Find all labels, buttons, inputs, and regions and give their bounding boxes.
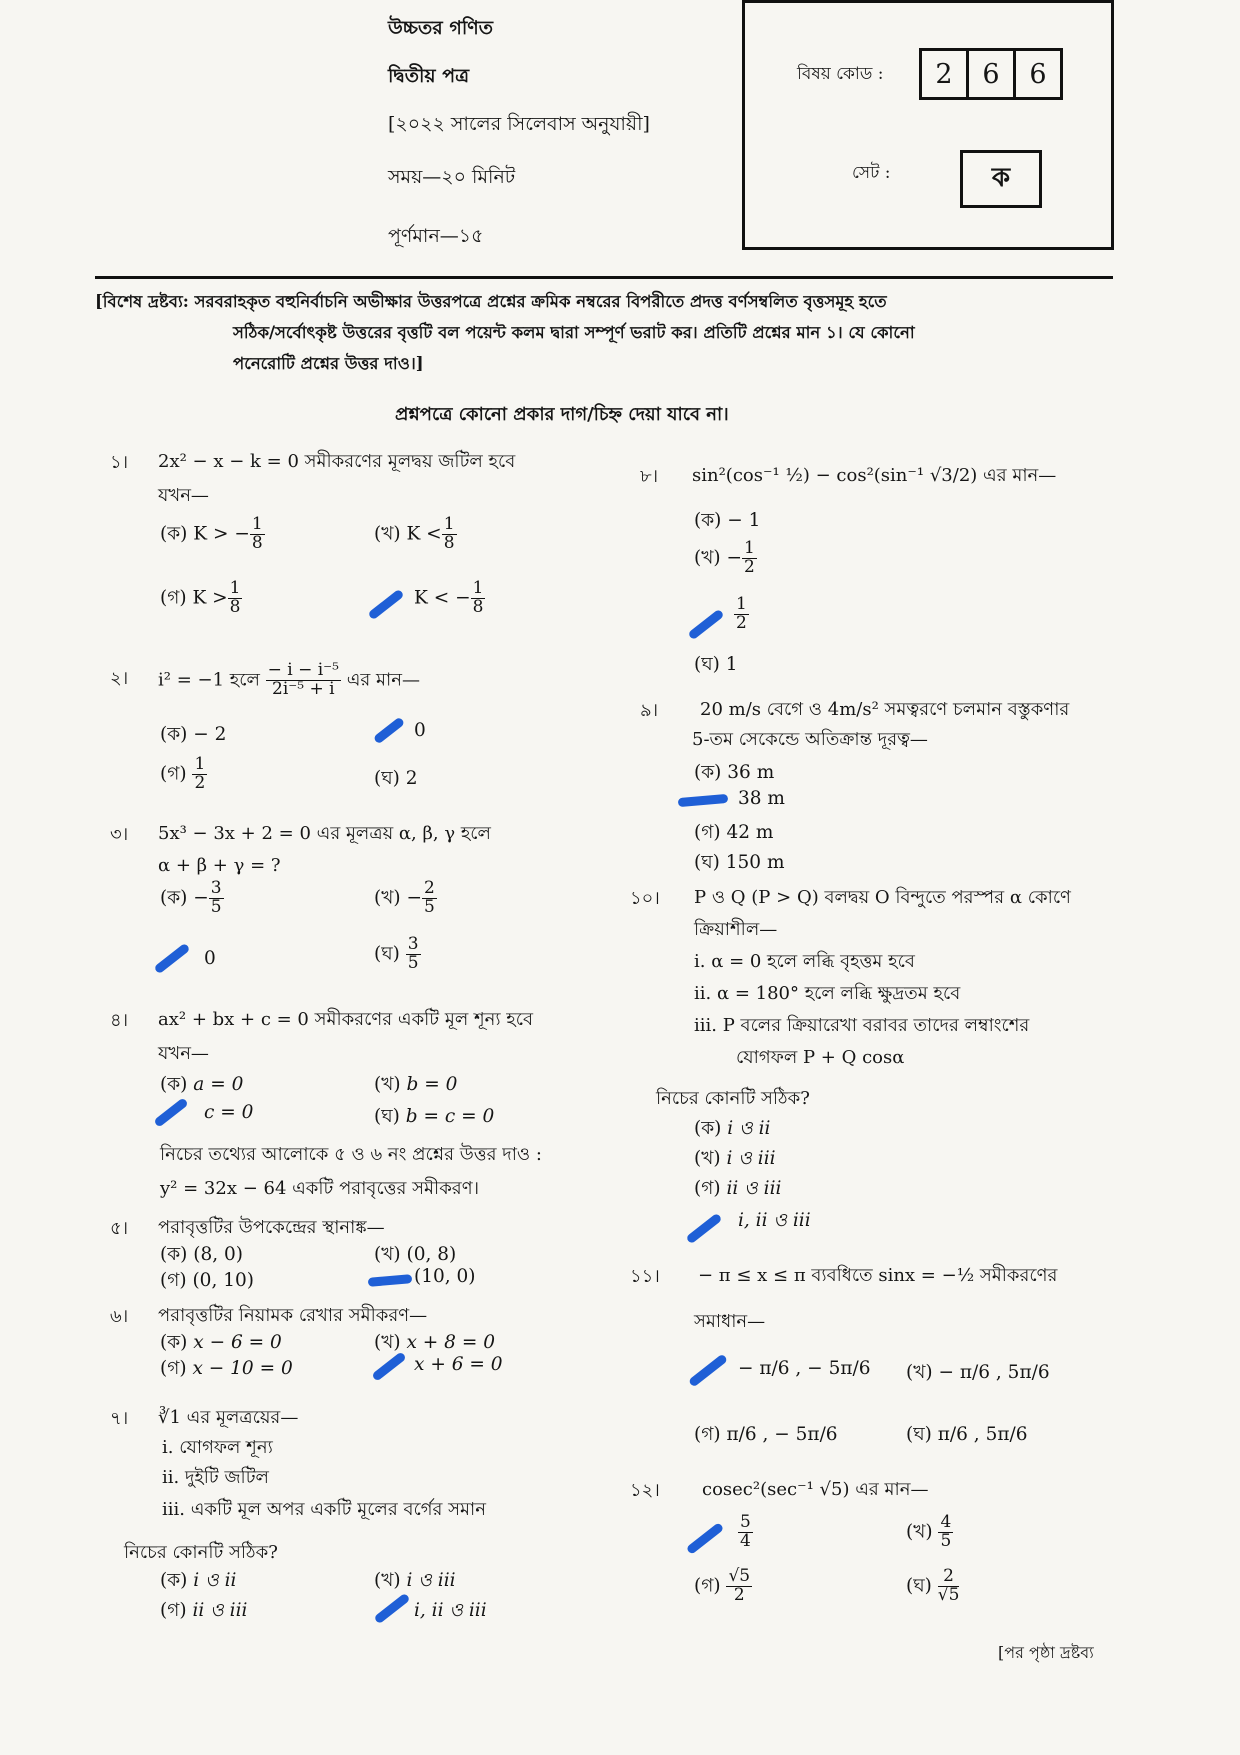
option-a[interactable] xyxy=(694,506,760,537)
code-digit: 6 xyxy=(966,48,1016,100)
option-a[interactable] xyxy=(160,720,226,751)
question-text: − π ≤ x ≤ π ব্যবধিতে sinx = −½ সমীকরণের xyxy=(698,1265,1058,1286)
answer-tick-mark xyxy=(687,609,724,641)
option-label: (গ) xyxy=(160,1358,187,1379)
instruction-line: সঠিক/সর্বোৎকৃষ্ট উত্তরের বৃত্তটি বল পয়েন্ট কলম দ্বারা সম্পূর্ণ ভরাট কর। প্রতিটি প্রশ্নের মান ১। যে কোনো xyxy=(233,323,915,342)
option-label: (ঘ) xyxy=(906,1424,932,1445)
fraction: $\frac{1}{2}$ xyxy=(194,754,206,793)
option-label: (ক) xyxy=(160,1074,188,1095)
question-number: ১২। xyxy=(630,1480,660,1501)
option-label: (খ) xyxy=(374,523,401,545)
option-label: (খ) xyxy=(374,1332,401,1353)
option-b[interactable]: (খ) − $\frac{2}{5}$ xyxy=(374,878,435,917)
option-d[interactable] xyxy=(414,1596,487,1627)
statement-ii: ii. α = 180° হলে লব্ধি ক্ষুদ্রতম হবে xyxy=(694,983,961,1004)
option-d[interactable] xyxy=(374,1102,494,1133)
fraction: $\frac{√5}{2}$ xyxy=(728,1566,751,1605)
which-correct: নিচের কোনটি সঠিক? xyxy=(656,1088,810,1109)
option-value: K < xyxy=(406,523,442,545)
option-c[interactable] xyxy=(204,948,216,969)
option-value: i ও ii xyxy=(727,1118,771,1139)
fraction: $\frac{3}{5}$ xyxy=(407,934,419,973)
option-d[interactable] xyxy=(414,1354,503,1375)
option-label: (ক) xyxy=(160,724,188,745)
option-d[interactable] xyxy=(374,764,418,795)
option-a[interactable] xyxy=(160,1566,236,1597)
option-c[interactable] xyxy=(694,1420,838,1451)
option-c[interactable] xyxy=(694,1568,752,1605)
option-value: K > − xyxy=(193,523,250,545)
option-b[interactable] xyxy=(374,1566,456,1597)
option-label: (ঘ) xyxy=(374,1106,400,1127)
statement-iii-cont: যোগফল P + Q cosα xyxy=(736,1047,905,1068)
no-marks-warning: প্রশ্নপত্রে কোনো প্রকার দাগ/চিহ্ন দেয়া যাবে না। xyxy=(395,404,729,425)
option-label: (ক) xyxy=(160,1332,188,1353)
option-b[interactable] xyxy=(694,1144,776,1175)
question-number: ২। xyxy=(110,668,129,689)
option-c[interactable] xyxy=(694,818,773,849)
question-number: ৯। xyxy=(640,700,659,721)
fraction: $\frac{1}{8}$ xyxy=(472,578,484,617)
option-value: K > xyxy=(192,587,228,609)
option-value: i, ii ও iii xyxy=(414,1600,487,1621)
option-label: (খ) xyxy=(374,1074,401,1095)
question-text: 2x² − x − k = 0 সমীকরণের মূলদ্বয় জটিল হবে xyxy=(158,451,516,472)
option-value: − 2 xyxy=(193,724,227,745)
question-text: 20 m/s বেগে ও 4m/s² সমত্বরণে চলমান বস্তুকণার xyxy=(700,699,1070,720)
option-label: (ঘ) xyxy=(906,1575,932,1597)
option-value: 38 m xyxy=(738,788,785,809)
fraction: $\frac{5}{4}$ xyxy=(740,1512,751,1551)
option-value: (0, 10) xyxy=(192,1270,254,1291)
option-label: (খ) xyxy=(694,1148,721,1169)
option-value: c = 0 xyxy=(204,1102,254,1123)
answer-tick-mark xyxy=(368,1274,413,1287)
option-label: (খ) xyxy=(906,1521,933,1543)
set-label: সেট : xyxy=(852,163,891,183)
question-text: ∛1 এর মূলত্রয়ের— xyxy=(158,1407,299,1428)
option-label: (ক) xyxy=(160,1244,188,1265)
option-label: (ঘ) xyxy=(374,768,400,789)
question-text: P ও Q (P > Q) বলদ্বয় O বিন্দুতে পরস্পর α কোণে xyxy=(694,887,1071,908)
fraction: $\frac{2}{√5}$ xyxy=(937,1566,960,1605)
option-value: b = 0 xyxy=(406,1074,458,1095)
option-value: (8, 0) xyxy=(193,1244,244,1265)
question-text: এর মান— xyxy=(346,669,420,691)
option-b[interactable]: (খ) − $\frac{1}{2}$ xyxy=(694,538,755,577)
option-value: a = 0 xyxy=(193,1074,244,1095)
option-c[interactable] xyxy=(694,1174,781,1205)
option-a[interactable] xyxy=(160,516,265,553)
option-value: (10, 0) xyxy=(414,1266,476,1287)
option-b[interactable] xyxy=(374,1070,457,1101)
option-label: (খ) xyxy=(374,1244,401,1265)
option-label: (ক) xyxy=(694,762,722,783)
option-label: (ঘ) xyxy=(694,852,720,873)
option-label: (ক) xyxy=(694,510,722,531)
passage-text: y² = 32x − 64 একটি পরাবৃত্তের সমীকরণ। xyxy=(160,1178,480,1199)
code-digit: 2 xyxy=(919,48,969,100)
option-value: 42 m xyxy=(726,822,774,843)
question-text: ax² + bx + c = 0 সমীকরণের একটি মূল শূন্য হবে xyxy=(158,1009,534,1030)
answer-tick-mark xyxy=(678,794,729,807)
code-box xyxy=(742,0,1114,250)
option-d[interactable] xyxy=(374,936,421,973)
option-c[interactable] xyxy=(204,1102,253,1123)
question-text: যখন— xyxy=(158,485,209,506)
special-instructions xyxy=(95,286,1115,379)
option-d[interactable] xyxy=(694,650,738,681)
option-value: 1 xyxy=(725,654,738,675)
fraction: $\frac{1}{2}$ xyxy=(736,594,747,633)
option-label: (গ) xyxy=(160,587,187,609)
statement-iii: iii. একটি মূল অপর একটি মূলের বর্গের সমান xyxy=(162,1499,486,1520)
question-number: ৪। xyxy=(110,1010,129,1031)
marks-info: পূর্ণমান—১৫ xyxy=(388,225,484,247)
option-value: π/6 , − 5π/6 xyxy=(726,1424,838,1445)
option-value: i ও iii xyxy=(406,1570,456,1591)
statement-i: i. যোগফল শূন্য xyxy=(162,1437,273,1458)
option-label: (খ) xyxy=(374,1570,401,1591)
set-value: ক xyxy=(960,150,1042,208)
subject-title: উচ্চতর গণিত xyxy=(388,17,493,39)
option-label: (ক) xyxy=(694,1118,722,1139)
question-number: ৫। xyxy=(110,1218,129,1239)
fraction: $\frac{1}{8}$ xyxy=(443,514,455,553)
question-text: পরাবৃত্তটির উপকেন্দ্রের স্থানাঙ্ক— xyxy=(158,1217,385,1238)
option-value: x + 8 = 0 xyxy=(406,1332,495,1353)
answer-tick-mark xyxy=(367,589,404,621)
option-label: (খ) xyxy=(906,1362,933,1383)
option-c[interactable] xyxy=(734,596,749,633)
option-value: b = c = 0 xyxy=(405,1106,495,1127)
answer-tick-mark xyxy=(153,943,190,975)
fraction: $\frac{1}{2}$ xyxy=(743,538,755,577)
option-value: π/6 , 5π/6 xyxy=(937,1424,1028,1445)
statement-iii: iii. P বলের ক্রিয়ারেখা বরাবর তাদের লম্বাংশের xyxy=(694,1015,1030,1036)
option-value: (0, 8) xyxy=(406,1244,457,1265)
option-d[interactable] xyxy=(694,848,785,879)
question-text: সমাধান— xyxy=(694,1311,766,1332)
option-value: − π/6 , 5π/6 xyxy=(938,1362,1050,1383)
option-value: i ও ii xyxy=(193,1570,237,1591)
option-b[interactable] xyxy=(906,1358,1050,1389)
fraction: $\frac{1}{8}$ xyxy=(229,578,241,617)
question-text: i² = −1 হলে xyxy=(158,669,260,691)
answer-tick-mark xyxy=(373,1593,410,1625)
fraction: $\frac{4}{5}$ xyxy=(940,1512,952,1551)
option-label: (গ) xyxy=(694,1178,721,1199)
option-label: (ঘ) xyxy=(374,943,400,965)
instruction-line: পনেরোটি প্রশ্নের উত্তর দাও।] xyxy=(233,354,424,373)
time-info: সময়—২০ মিনিট xyxy=(388,166,516,188)
option-a[interactable]: (ক) − $\frac{3}{5}$ xyxy=(160,878,222,917)
option-b[interactable] xyxy=(374,516,457,553)
option-a[interactable] xyxy=(738,1514,753,1551)
option-value: 0 xyxy=(204,948,216,969)
option-label: (ঘ) xyxy=(694,654,720,675)
option-d[interactable] xyxy=(414,580,485,617)
option-label: (খ) xyxy=(374,887,401,909)
option-label: (ক) xyxy=(160,1570,188,1591)
fraction: $\frac{\text{− i − i⁻⁵}}{\text{2i⁻⁵ + i}}$ xyxy=(267,660,339,699)
question-number: ১০। xyxy=(630,888,660,909)
next-page-note: [পর পৃষ্ঠা দ্রষ্টব্য xyxy=(998,1643,1094,1662)
question-text: sin²(cos⁻¹ ½) − cos²(sin⁻¹ √3/2) এর মান— xyxy=(692,465,1057,486)
instruction-line: [বিশেষ দ্রষ্টব্য: সরবরাহকৃত বহুনির্বাচনি অভীক্ষার উত্তরপত্রে প্রশ্নের ক্রমিক নম্বরের বিপরীতে প্রদত্ত বর্ণসম্বলিত বৃত্তসমূহ হতে xyxy=(95,292,887,311)
paper-title: দ্বিতীয় পত্র xyxy=(388,65,470,87)
option-label: (ক) xyxy=(160,523,188,545)
question-text: পরাবৃত্তটির নিয়ামক রেখার সমীকরণ— xyxy=(158,1305,428,1326)
question-number: ৬। xyxy=(110,1306,129,1327)
question-text: 5-তম সেকেন্ডে অতিক্রান্ত দূরত্ব— xyxy=(692,729,928,750)
option-label: (গ) xyxy=(694,1575,721,1597)
question-text: 5x³ − 3x + 2 = 0 এর মূলত্রয় α, β, γ হলে xyxy=(158,823,491,844)
option-label: (গ) xyxy=(160,1270,187,1291)
option-label: (গ) xyxy=(160,763,187,785)
passage-text: নিচের তথ্যের আলোকে ৫ ও ৬ নং প্রশ্নের উত্তর দাও : xyxy=(160,1144,542,1165)
option-value: i, ii ও iii xyxy=(738,1210,811,1231)
option-value: x − 10 = 0 xyxy=(192,1358,293,1379)
option-c[interactable] xyxy=(160,1354,293,1385)
option-c[interactable] xyxy=(160,1596,247,1627)
header-divider xyxy=(95,276,1113,279)
option-value: ii ও iii xyxy=(726,1178,782,1199)
option-d[interactable] xyxy=(738,1206,811,1237)
option-d[interactable] xyxy=(414,1266,476,1287)
option-a[interactable] xyxy=(694,1114,770,1145)
answer-tick-mark xyxy=(688,1353,728,1387)
option-a[interactable] xyxy=(694,758,774,789)
option-label: (গ) xyxy=(694,1424,721,1445)
which-correct: নিচের কোনটি সঠিক? xyxy=(124,1542,278,1563)
answer-tick-mark xyxy=(153,1097,188,1127)
question-number: ১১। xyxy=(630,1266,660,1287)
question-text: cosec²(sec⁻¹ √5) এর মান— xyxy=(702,1479,929,1500)
statement-ii: ii. দুইটি জটিল xyxy=(162,1467,269,1488)
question-number: ৩। xyxy=(110,824,129,845)
option-label: (গ) xyxy=(694,822,721,843)
option-value: K < − xyxy=(414,587,471,609)
option-c[interactable] xyxy=(160,756,207,793)
option-value: − π/6 , − 5π/6 xyxy=(738,1358,871,1379)
option-value: 150 m xyxy=(725,852,785,873)
option-a[interactable] xyxy=(160,1070,243,1101)
code-digit: 6 xyxy=(1013,48,1063,100)
option-label: (ক) xyxy=(160,887,188,909)
answer-tick-mark xyxy=(373,716,405,744)
question-number: ১। xyxy=(110,452,129,473)
option-a[interactable] xyxy=(738,1358,871,1379)
fraction: $\frac{2}{5}$ xyxy=(423,878,435,917)
question-number: ৮। xyxy=(640,466,659,487)
option-value: x + 6 = 0 xyxy=(414,1354,503,1375)
fraction: $\frac{3}{5}$ xyxy=(210,878,222,917)
option-b[interactable] xyxy=(414,720,426,741)
answer-tick-mark xyxy=(685,1213,722,1245)
option-value: 36 m xyxy=(727,762,775,783)
syllabus-note: [২০২২ সালের সিলেবাস অনুযায়ী] xyxy=(388,113,650,135)
answer-tick-mark xyxy=(686,1522,725,1555)
option-value: ii ও iii xyxy=(192,1600,248,1621)
question-text: ক্রিয়াশীল— xyxy=(694,919,778,940)
question-text: যখন— xyxy=(158,1043,209,1064)
statement-i: i. α = 0 হলে লব্ধি বৃহত্তম হবে xyxy=(694,951,915,972)
option-b[interactable] xyxy=(738,788,785,809)
option-c[interactable] xyxy=(160,580,242,617)
option-c[interactable] xyxy=(160,1266,254,1297)
option-label: (গ) xyxy=(160,1600,187,1621)
option-value: − 1 xyxy=(727,510,761,531)
question-number: ৭। xyxy=(110,1408,129,1429)
option-value: x − 6 = 0 xyxy=(193,1332,282,1353)
subject-code-label: বিষয় কোড : xyxy=(797,64,884,84)
option-value: i ও iii xyxy=(726,1148,776,1169)
fraction: $\frac{1}{8}$ xyxy=(251,514,263,553)
option-value: 0 xyxy=(414,720,426,741)
option-label: (খ) xyxy=(694,547,721,569)
question-text: α + β + γ = ? xyxy=(158,855,281,876)
option-d[interactable] xyxy=(906,1568,959,1605)
option-b[interactable] xyxy=(906,1514,953,1551)
option-d[interactable] xyxy=(906,1420,1028,1451)
option-value: 2 xyxy=(405,768,418,789)
